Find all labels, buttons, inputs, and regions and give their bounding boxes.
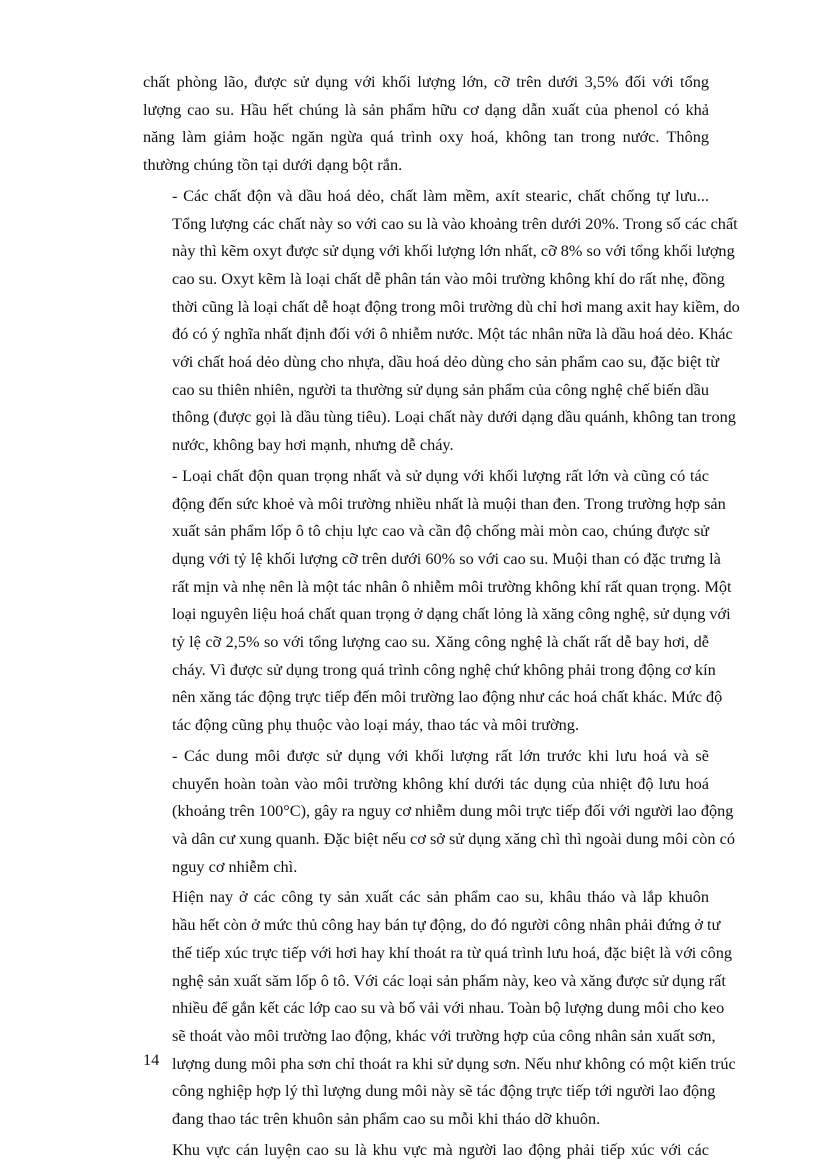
text-line: với chất hoá dẻo dùng cho nhựa, dầu hoá dẻo dùng cho sản phẩm cao su, đặc biệt từ xyxy=(172,352,720,372)
text-line: thời cũng là loại chất dễ hoạt động trong môi trường dù chỉ hơi mang axit hay kiềm, do xyxy=(172,296,740,316)
paragraph xyxy=(143,883,736,1132)
text-line: chất phòng lão, được sử dụng với khối lượng lớn, cỡ trên dưới 3,5% đối với tổng xyxy=(143,72,709,91)
text-line: - Các dung môi được sử dụng với khối lượng rất lớn trước khi lưu hoá và sẽ xyxy=(172,745,709,765)
text-line: nghệ sản xuất săm lốp ô tô. Với các loại sản phẩm này, keo và xăng được sử dụng rất xyxy=(172,970,726,990)
text-line: thường chúng tồn tại dưới dạng bột rắn. xyxy=(143,155,403,175)
text-line: sẽ thoát vào môi trường lao động, khác với trường hợp của công nhân sản xuất sơn, xyxy=(172,1025,716,1045)
text-line: này thì kẽm oxyt được sử dụng với khối lượng lớn nhất, cỡ 8% so với tổng khối lượng xyxy=(172,241,735,261)
page-number: 14 xyxy=(143,1050,160,1069)
text-line: công nghiệp hợp lý thì lượng dung môi này sẽ tác động trực tiếp tới người lao động xyxy=(172,1081,716,1101)
text-line: cháy. Vì được sử dụng trong quá trình công nghệ chứ không phải trong động cơ kín xyxy=(172,659,716,679)
text-line: động đến sức khoẻ và môi trường nhiều nhất là muội than đen. Trong trường hợp sản xyxy=(172,493,726,513)
text-line: tác động cũng phụ thuộc vào loại máy, thao tác và môi trường. xyxy=(172,715,580,735)
body-text xyxy=(143,68,740,1163)
text-line: năng làm giảm hoặc ngăn ngừa quá trình oxy hoá, không tan trong nước. Thông xyxy=(143,127,709,147)
text-line: (khoảng trên 100°C), gây ra nguy cơ nhiễm dung môi trực tiếp đối với người lao động xyxy=(172,801,734,821)
text-line: nguy cơ nhiễm chì. xyxy=(172,856,298,876)
text-line: hầu hết còn ở mức thủ công hay bán tự động, do đó người công nhân phải đứng ở tư xyxy=(172,915,721,935)
paragraph xyxy=(143,1136,709,1163)
text-line: nên xăng tác động trực tiếp đến môi trường lao động như các hoá chất khác. Mức độ xyxy=(172,687,723,707)
text-line: thế tiếp xúc trực tiếp với hơi hay khí thoát ra từ quá trình lưu hoá, đặc biệt là với công xyxy=(172,942,733,962)
paragraph xyxy=(143,462,732,739)
text-line: và dân cư xung quanh. Đặc biệt nếu cơ sở sử dụng xăng chì thì ngoài dung môi còn có xyxy=(172,828,735,848)
text-line: lượng cao su. Hầu hết chúng là sản phẩm hữu cơ dạng dẫn xuất của phenol có khả xyxy=(143,99,709,119)
text-line: - Loại chất độn quan trọng nhất và sử dụng với khối lượng rất lớn và cũng có tác xyxy=(172,465,709,485)
text-line: tỷ lệ cỡ 2,5% so với tổng lượng cao su. Xăng công nghệ là chất rất dễ bay hơi, dễ xyxy=(172,632,709,652)
text-line: đang thao tác trên khuôn sản phẩm cao su mỗi khi tháo dỡ khuôn. xyxy=(172,1109,601,1129)
paragraph xyxy=(143,182,740,459)
text-line: rất mịn và nhẹ nên là một tác nhân ô nhiễm môi trường không khí rất quan trọng. Một xyxy=(172,576,732,596)
text-line: nước, không bay hơi mạnh, nhưng dễ cháy. xyxy=(172,435,454,455)
paragraph xyxy=(143,68,709,179)
text-line: Hiện nay ở các công ty sản xuất các sản phẩm cao su, khâu tháo và lắp khuôn xyxy=(172,887,709,907)
text-line: chuyển hoàn toàn vào môi trường không khí dưới tác dụng của nhiệt độ lưu hoá xyxy=(172,773,709,793)
text-line: cao su thiên nhiên, người ta thường sử dụng sản phẩm của công nghệ chế biến dầu xyxy=(172,379,709,399)
text-line: Khu vực cán luyện cao su là khu vực mà người lao động phải tiếp xúc với các xyxy=(172,1139,709,1159)
text-line: dụng với tỷ lệ khối lượng cỡ trên dưới 60% so với cao su. Muội than có đặc trưng là xyxy=(172,548,721,568)
text-line: loại nguyên liệu hoá chất quan trọng ở dạng chất lỏng là xăng công nghệ, sử dụng với xyxy=(172,604,731,624)
text-line: thông (được gọi là dầu tùng tiêu). Loại chất này dưới dạng dầu quánh, không tan trong xyxy=(172,407,736,427)
text-line: Tổng lượng các chất này so với cao su là vào khoảng trên dưới 20%. Trong số các chất xyxy=(172,213,738,233)
text-line: đó có ý nghĩa nhất định đối với ô nhiễm nước. Một tác nhân nữa là dầu hoá dẻo. Khác xyxy=(172,324,733,344)
text-line: cao su. Oxyt kẽm là loại chất dễ phân tán vào môi trường không khí do rất nhẹ, đồng xyxy=(172,268,725,288)
text-line: lượng dung môi pha sơn chỉ thoát ra khi sử dụng sơn. Nếu như không có một kiến trúc xyxy=(172,1053,736,1073)
text-line: xuất sản phẩm lốp ô tô chịu lực cao và cần độ chống mài mòn cao, chúng được sử xyxy=(172,521,709,541)
text-line: nhiều để gắn kết các lớp cao su và bố vải với nhau. Toàn bộ lượng dung môi cho keo xyxy=(172,998,725,1018)
paragraph xyxy=(143,742,735,881)
text-line: - Các chất độn và dầu hoá dẻo, chất làm mềm, axít stearic, chất chống tự lưu... xyxy=(172,185,709,205)
